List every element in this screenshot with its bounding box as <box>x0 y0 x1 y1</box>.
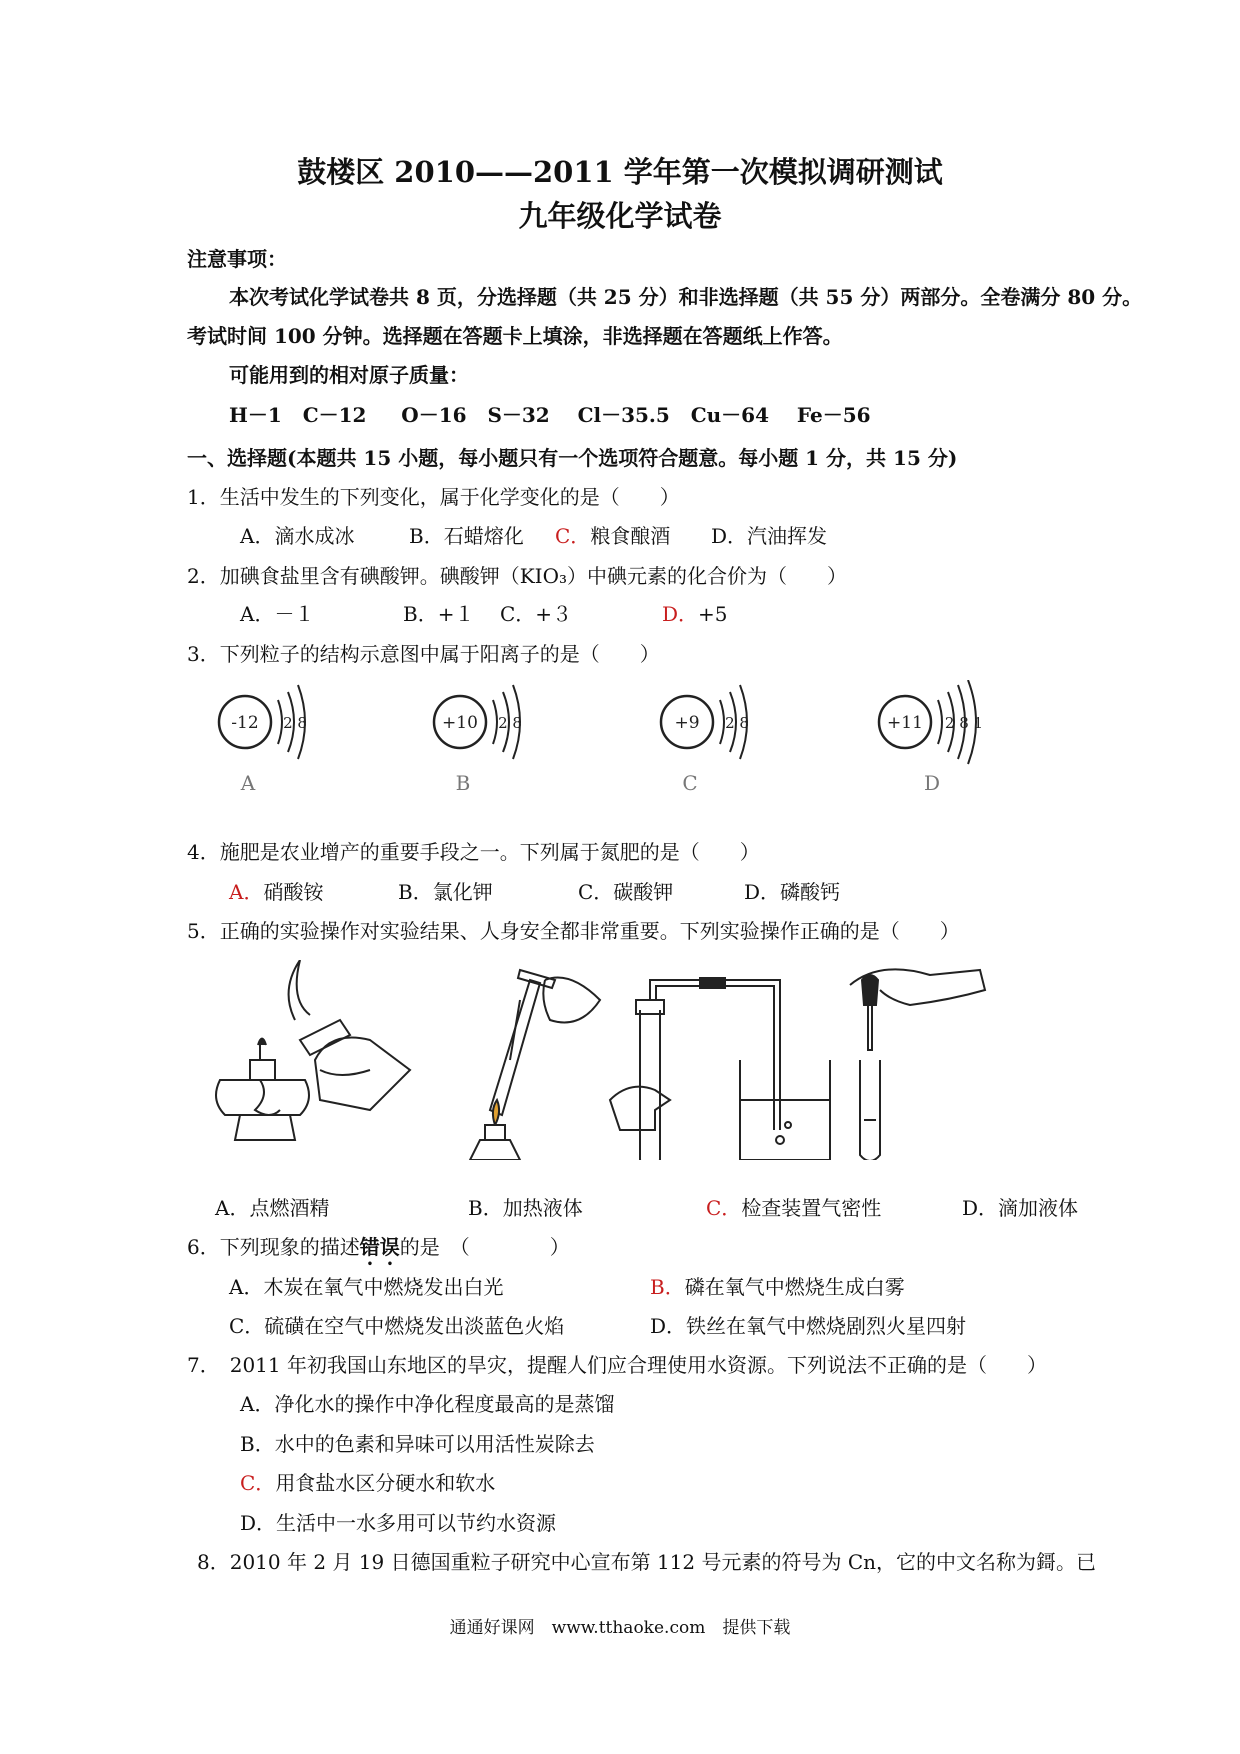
q5-option-a: A．点燃酒精 <box>215 1196 330 1220</box>
q1-option-b: B．石蜡熔化 <box>409 524 524 548</box>
q1-option-c-text: 粮食酿酒 <box>590 524 671 548</box>
atomic-structure-diagrams <box>200 680 1100 800</box>
atom-d-label: D <box>923 771 941 795</box>
q1-option-c <box>555 520 670 549</box>
q4-answer-letter: A． <box>229 880 264 904</box>
mass-h: H－1 <box>229 403 282 427</box>
mass-c: C－12 <box>302 403 367 427</box>
q5-option-c <box>706 1192 881 1221</box>
q1-answer-letter: C． <box>555 524 591 548</box>
q2-option-d-text: +5 <box>698 602 728 626</box>
page-footer: 通通好课网 www.tthaoke.com 提供下载 <box>449 1618 791 1638</box>
atom-diagram-a <box>219 685 307 795</box>
q2-option-a: A．－１ <box>240 602 315 626</box>
mass-cu: Cu－64 <box>690 403 769 427</box>
question-2-stem: 2．加碘食盐里含有碘酸钾。碘酸钾（KIO₃）中碘元素的化合价为（ ） <box>187 564 847 588</box>
q7-answer-letter: C． <box>240 1471 276 1495</box>
question-6-stem <box>187 1231 570 1270</box>
q2-answer-letter: D． <box>662 602 699 626</box>
mass-fe: Fe－56 <box>796 403 871 427</box>
atom-diagram-b <box>434 685 522 795</box>
mass-s: S－32 <box>487 403 550 427</box>
section-heading: 一、选择题(本题共 15 小题，每小题只有一个选项符合题意。每小题 1 分，共 15 分) <box>187 446 958 470</box>
atom-diagram-d <box>879 680 983 795</box>
q4-option-c: C．碳酸钾 <box>578 880 674 904</box>
question-4-stem: 4．施肥是农业增产的重要手段之一。下列属于氮肥的是（ ） <box>187 840 760 864</box>
q7-option-b: B．水中的色素和异味可以用活性炭除去 <box>240 1432 595 1456</box>
question-7-stem: 7． 2011 年初我国山东地区的旱灾，提醒人们应合理使用水资源。下列说法不正确的是（ ） <box>187 1353 1047 1377</box>
atom-b-shells: 2 8 <box>498 714 522 732</box>
q1-option-d: D．汽油挥发 <box>711 524 828 548</box>
q5-answer-letter: C． <box>706 1196 742 1220</box>
q5-option-b: B．加热液体 <box>468 1196 583 1220</box>
q2-option-b: B．+１ <box>403 602 475 626</box>
q4-option-a-text: 硝酸铵 <box>263 880 324 904</box>
mass-cl: Cl－35.5 <box>577 403 670 427</box>
question-1-stem: 1．生活中发生的下列变化，属于化学变化的是（ ） <box>187 485 680 509</box>
q7-option-c <box>240 1467 495 1496</box>
q6-stem-end: 的是 （ ） <box>399 1235 570 1259</box>
q6-option-b <box>650 1271 905 1300</box>
atom-c-shells: 2 8 <box>725 714 749 732</box>
q4-option-a <box>229 876 323 905</box>
exam-title: 鼓楼区 2010——2011 学年第一次模拟调研测试 <box>297 155 943 189</box>
mass-o: O－16 <box>401 403 467 427</box>
q5-option-d: D．滴加液体 <box>962 1196 1079 1220</box>
q5-option-c-text: 检查装置气密性 <box>741 1196 882 1220</box>
notice-paragraph-3: 可能用到的相对原子质量： <box>229 363 469 387</box>
exam-subtitle: 九年级化学试卷 <box>518 199 722 233</box>
atom-diagram-c <box>661 685 749 795</box>
q6-option-b-text: 磷在氧气中燃烧生成白雾 <box>684 1275 905 1299</box>
atom-d-shells: 2 8 1 <box>944 714 984 732</box>
q4-option-d: D．磷酸钙 <box>744 880 841 904</box>
q4-option-b: B．氯化钾 <box>398 880 493 904</box>
question-3-stem: 3．下列粒子的结构示意图中属于阳离子的是（ ） <box>187 642 660 666</box>
notice-heading: 注意事项： <box>187 247 287 271</box>
q2-option-c: C．+３ <box>500 602 573 626</box>
q6-stem-emphasis: 错误 <box>359 1235 400 1259</box>
q6-answer-letter: B． <box>650 1275 685 1299</box>
atom-d-nucleus: +11 <box>887 713 923 733</box>
airtightness-check-figure <box>610 978 830 1160</box>
q6-option-d: D．铁丝在氧气中燃烧剧烈火星四射 <box>650 1314 967 1338</box>
q6-stem-start: 6．下列现象的描述 <box>187 1235 360 1259</box>
dropper-figure <box>850 969 985 1160</box>
atom-b-nucleus: +10 <box>442 713 478 733</box>
q1-option-a: A．滴水成冰 <box>240 524 355 548</box>
question-5-stem: 5．正确的实验操作对实验结果、人身安全都非常重要。下列实验操作正确的是（ ） <box>187 919 960 943</box>
heating-test-tube-figure <box>470 970 600 1160</box>
lab-operation-figures <box>210 960 1110 1160</box>
notice-paragraph-1: 本次考试化学试卷共 8 页，分选择题（共 25 分）和非选择题（共 55 分）两部分。全卷满分 80 分。 <box>229 285 1143 309</box>
atom-c-label: C <box>682 771 698 795</box>
atom-a-nucleus: -12 <box>231 713 259 733</box>
q7-option-d: D．生活中一水多用可以节约水资源 <box>240 1511 557 1535</box>
question-8-stem: 8．2010 年 2 月 19 日德国重粒子研究中心宣布第 112 号元素的符号为 Cn，它的中文名称为鎶。已 <box>197 1550 1097 1574</box>
atom-b-label: B <box>455 771 471 795</box>
q6-option-a: A．木炭在氧气中燃烧发出白光 <box>229 1275 504 1299</box>
atom-c-nucleus: +9 <box>674 713 700 733</box>
q6-option-c: C．硫磺在空气中燃烧发出淡蓝色火焰 <box>229 1314 565 1338</box>
q7-option-a: A．净化水的操作中净化程度最高的是蒸馏 <box>240 1392 615 1416</box>
q7-option-c-text: 用食盐水区分硬水和软水 <box>275 1471 496 1495</box>
alcohol-lamp-figure <box>216 960 410 1140</box>
atom-a-label: A <box>240 771 256 795</box>
notice-paragraph-2: 考试时间 100 分钟。选择题在答题卡上填涂，非选择题在答题纸上作答。 <box>187 324 843 348</box>
atomic-mass-list <box>229 399 871 428</box>
q2-option-d <box>662 598 728 627</box>
atom-a-shells: 2 8 <box>283 714 307 732</box>
